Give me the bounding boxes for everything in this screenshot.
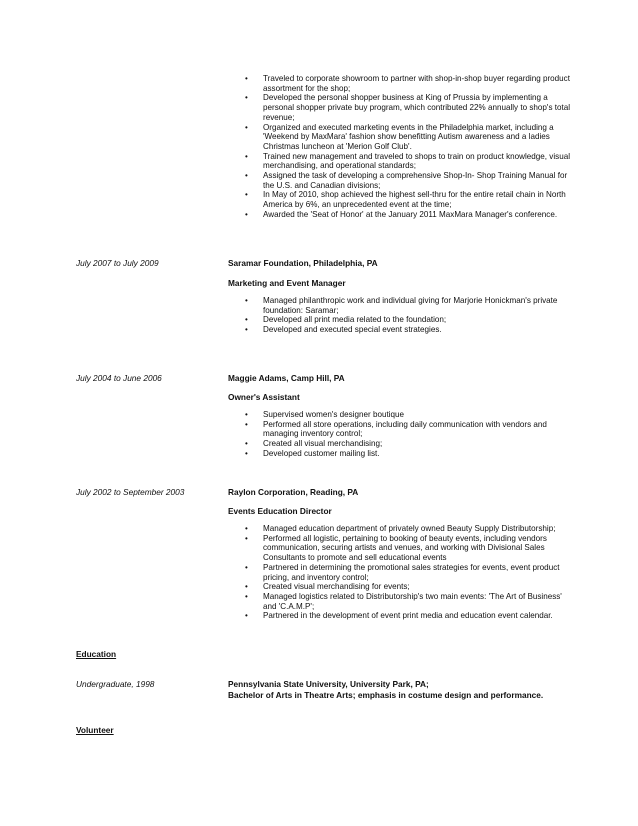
- job-employer: Raylon Corporation, Reading, PA: [228, 487, 359, 497]
- bullet-item: • Awarded the 'Seat of Honor' at the January 2011 MaxMara Manager's conference.: [228, 210, 573, 220]
- previous-job-bullets: [228, 74, 573, 220]
- job-dates: July 2004 to June 2006: [76, 373, 162, 383]
- bullet-item: • Developed and executed special event strategies.: [228, 325, 573, 335]
- bullet-item: • Created all visual merchandising;: [228, 439, 573, 449]
- bullet-item: • Traveled to corporate showroom to partner with shop-in-shop buyer regarding product assortment for the shop;: [228, 74, 573, 93]
- job-dates: July 2007 to July 2009: [76, 258, 159, 268]
- education-details: [228, 679, 543, 700]
- bullet-item: • Trained new management and traveled to shops to train on product knowledge, visual merchandising, and operational standards;: [228, 152, 573, 171]
- bullet-item: • Developed the personal shopper business at King of Prussia by implementing a personal shopper private buy program, which contributed 22% annually to shop's total revenue;: [228, 93, 573, 122]
- job-dates: July 2002 to September 2003: [76, 487, 185, 497]
- bullet-item: • Performed all logistic, pertaining to booking of beauty events, including vendors communication, securing artists and venues, and working with Divisional Sales Consultants to promote and sell educational events: [228, 534, 573, 563]
- job-title: Owner's Assistant: [228, 392, 300, 402]
- volunteer-heading: Volunteer: [76, 725, 114, 735]
- bullet-item: • Partnered in the development of event print media and education event calendar.: [228, 611, 573, 621]
- bullet-item: • Performed all store operations, including daily communication with vendors and managing inventory control;: [228, 420, 573, 439]
- bullet-item: • In May of 2010, shop achieved the highest sell-thru for the entire retail chain in North America by 6%, an unprecedented event at the time;: [228, 190, 573, 209]
- education-heading: Education: [76, 649, 117, 659]
- bullet-item: • Managed logistics related to Distributorship's two main events: 'The Art of Business' and 'C.A.M.P';: [228, 592, 573, 611]
- bullet-item: • Assigned the task of developing a comprehensive Shop-In- Shop Training Manual for the U.S. and Canadian divisions;: [228, 171, 573, 190]
- job-title: Events Education Director: [228, 506, 332, 516]
- job-bullets: [228, 524, 573, 621]
- bullet-item: • Managed philanthropic work and individual giving for Marjorie Honickman's private foundation: Saramar;: [228, 296, 573, 315]
- job-title: Marketing and Event Manager: [228, 278, 346, 288]
- education-dates: Undergraduate, 1998: [76, 679, 155, 689]
- job-bullets: [228, 410, 573, 459]
- job-bullets: [228, 296, 573, 335]
- bullet-item: • Developed all print media related to the foundation;: [228, 315, 573, 325]
- education-school: Pennsylvania State University, University Park, PA;: [228, 679, 429, 689]
- education-degree: Bachelor of Arts in Theatre Arts; emphasis in costume design and performance.: [228, 689, 544, 700]
- job-employer: Saramar Foundation, Philadelphia, PA: [228, 258, 378, 268]
- bullet-item: • Created visual merchandising for events;: [228, 582, 573, 592]
- bullet-item: • Managed education department of privately owned Beauty Supply Distributorship;: [228, 524, 573, 534]
- bullet-item: • Supervised women's designer boutique: [228, 410, 573, 420]
- job-employer: Maggie Adams, Camp Hill, PA: [228, 373, 345, 383]
- bullet-item: • Partnered in determining the promotional sales strategies for events, event product pricing, and inventory control;: [228, 563, 573, 582]
- bullet-item: • Developed customer mailing list.: [228, 449, 573, 459]
- bullet-item: • Organized and executed marketing events in the Philadelphia market, including a 'Weekend by MaxMara' fashion show benefitting Autism awareness and a ladies Christmas luncheon at 'Merion Golf Club'.: [228, 123, 573, 152]
